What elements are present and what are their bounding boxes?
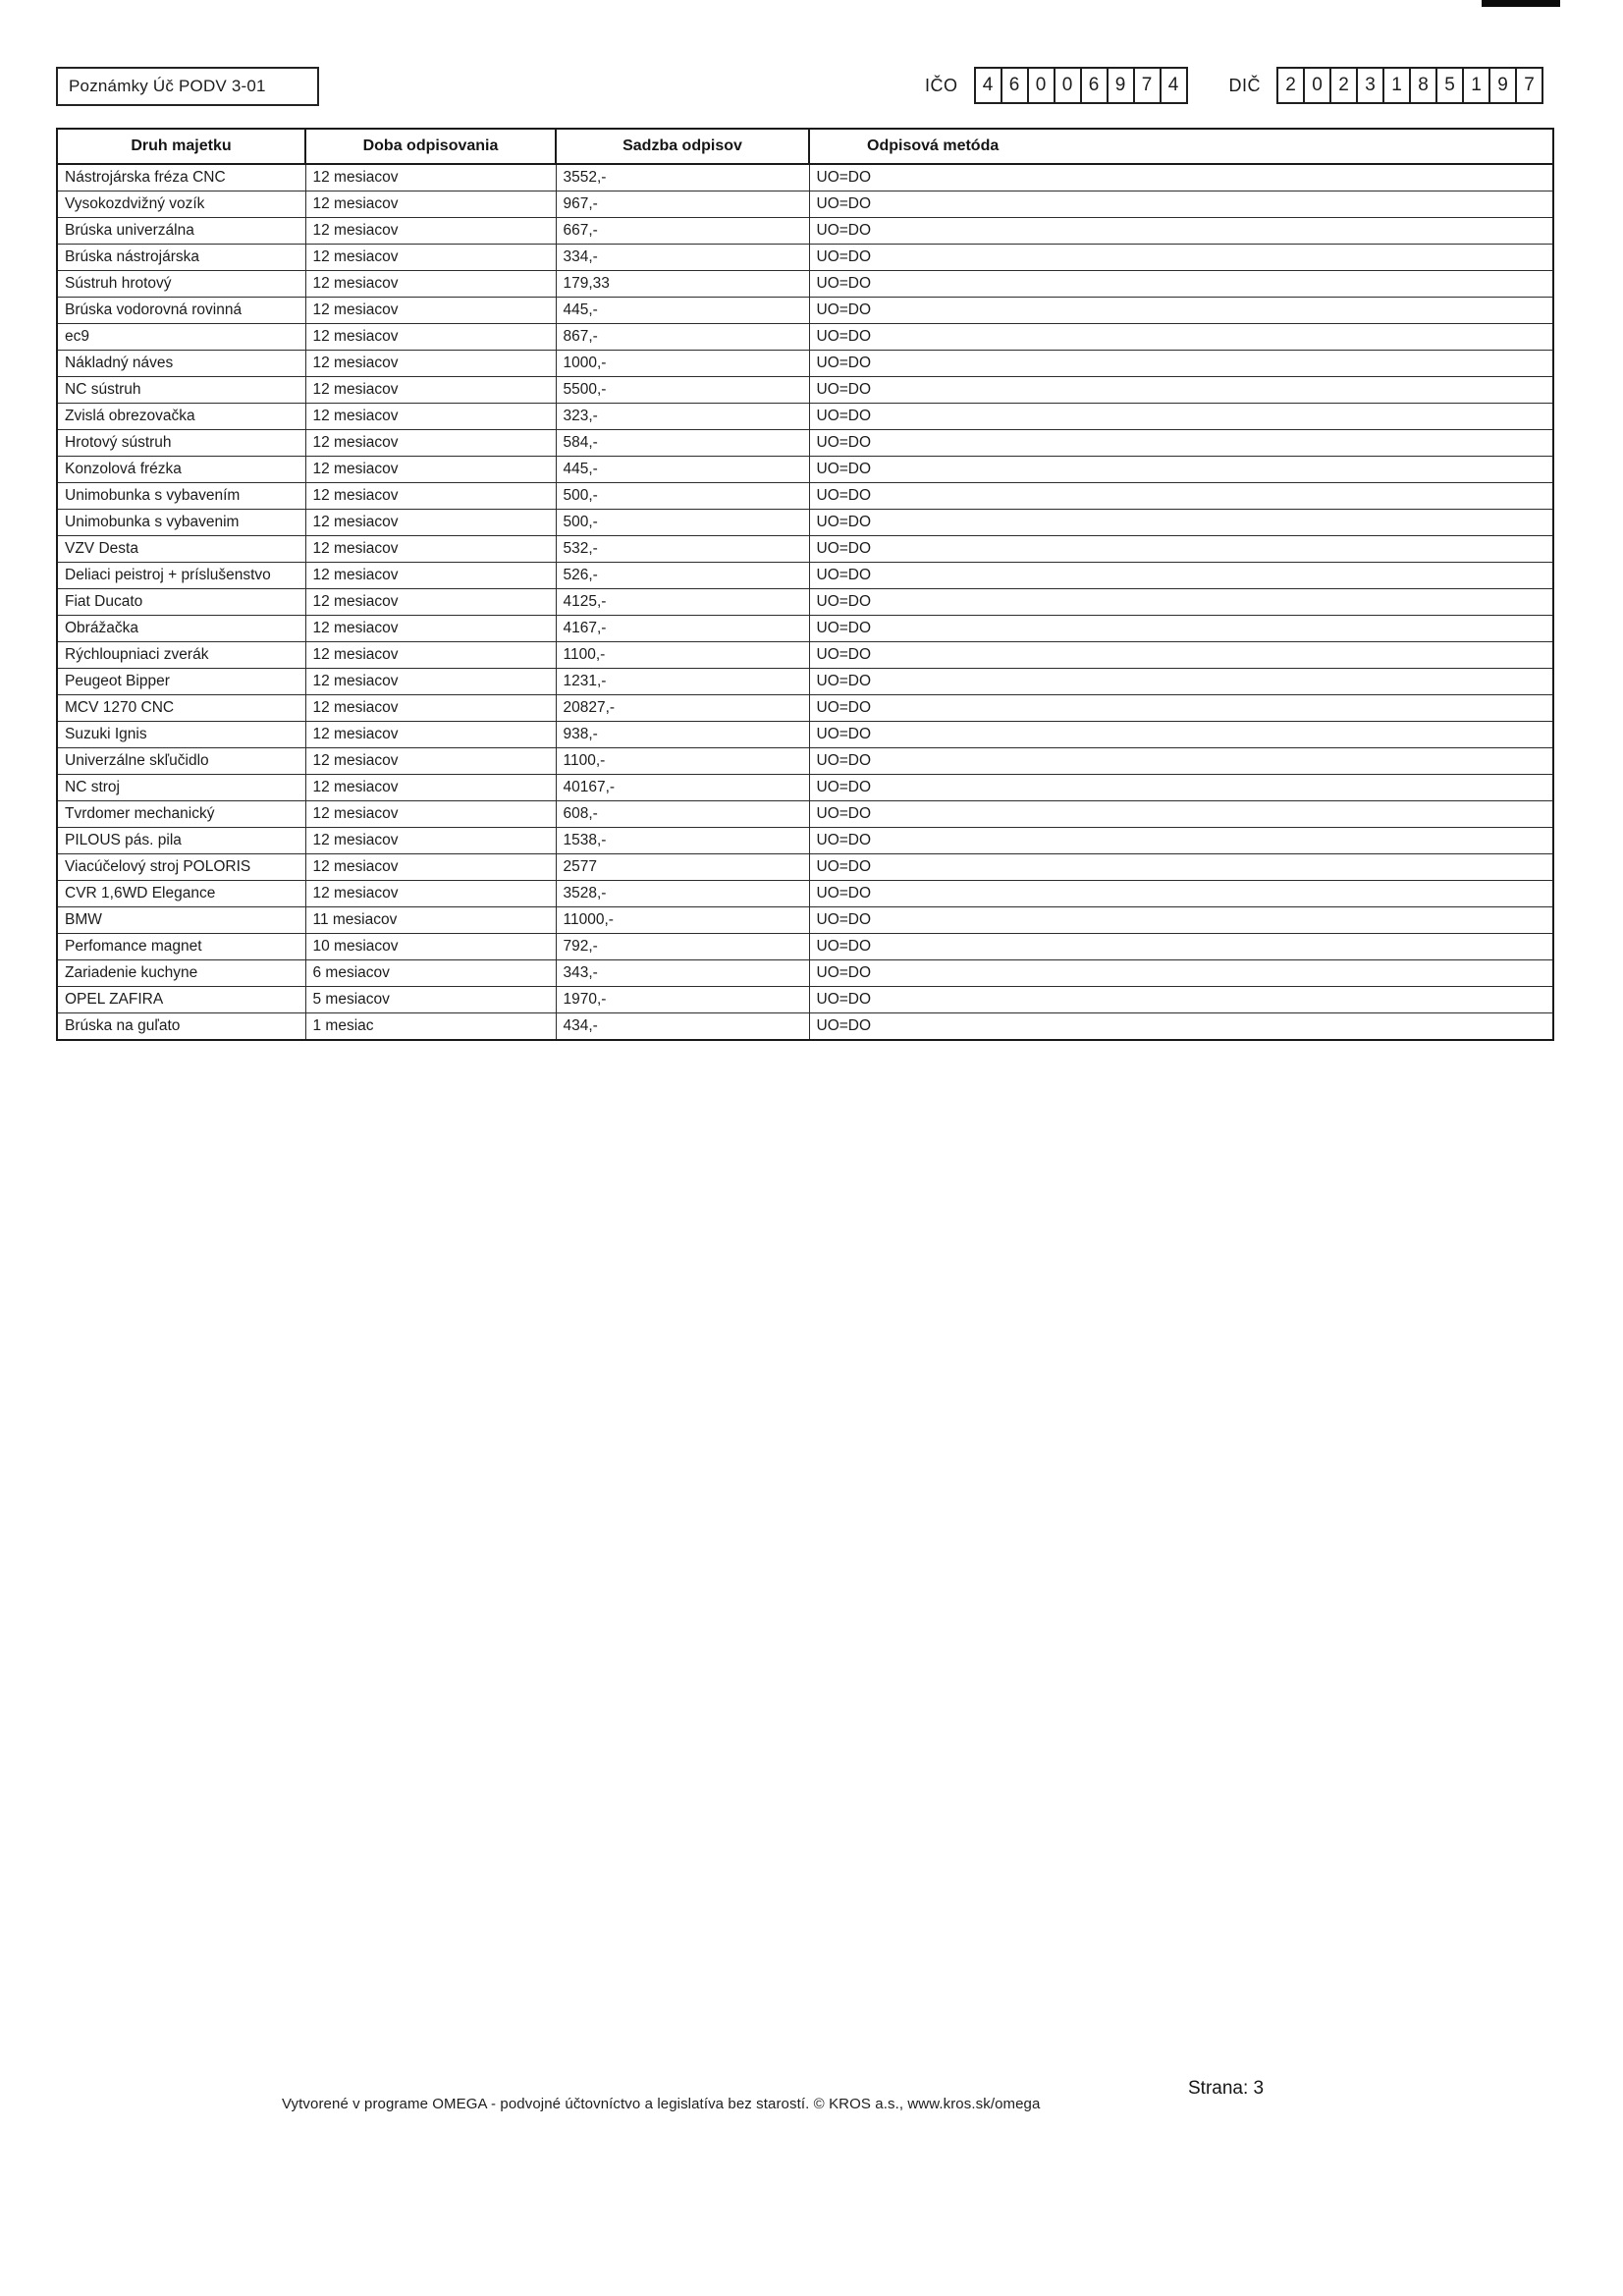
digit-box: 8 <box>1409 67 1437 104</box>
cell-doba-odpisovania: 10 mesiacov <box>305 934 556 960</box>
cell-odpisova-metoda: UO=DO <box>809 164 1553 191</box>
cell-doba-odpisovania: 12 mesiacov <box>305 589 556 616</box>
table-row <box>57 695 1553 722</box>
cell-sadzba-odpisov: 608,- <box>556 801 809 828</box>
cell-sadzba-odpisov: 938,- <box>556 722 809 748</box>
cell-odpisova-metoda: UO=DO <box>809 695 1553 722</box>
cell-odpisova-metoda: UO=DO <box>809 987 1553 1013</box>
cell-odpisova-metoda: UO=DO <box>809 536 1553 563</box>
cell-odpisova-metoda: UO=DO <box>809 483 1553 510</box>
digit-box: 2 <box>1276 67 1305 104</box>
digit-box: 9 <box>1107 67 1135 104</box>
cell-odpisova-metoda: UO=DO <box>809 616 1553 642</box>
cell-sadzba-odpisov: 445,- <box>556 298 809 324</box>
cell-doba-odpisovania: 12 mesiacov <box>305 377 556 404</box>
cell-doba-odpisovania: 12 mesiacov <box>305 164 556 191</box>
digit-box: 0 <box>1027 67 1055 104</box>
cell-sadzba-odpisov: 1000,- <box>556 351 809 377</box>
form-title-box <box>56 67 319 106</box>
digit-box: 2 <box>1329 67 1358 104</box>
table-row <box>57 351 1553 377</box>
cell-odpisova-metoda: UO=DO <box>809 430 1553 457</box>
form-title: Poznámky Úč PODV 3-01 <box>69 77 266 95</box>
cell-doba-odpisovania: 1 mesiac <box>305 1013 556 1041</box>
cell-druh-majetku: NC sústruh <box>57 377 305 404</box>
cell-odpisova-metoda: UO=DO <box>809 775 1553 801</box>
cell-sadzba-odpisov: 1970,- <box>556 987 809 1013</box>
asset-table-body <box>57 164 1553 1040</box>
cell-sadzba-odpisov: 20827,- <box>556 695 809 722</box>
cell-druh-majetku: BMW <box>57 907 305 934</box>
cell-sadzba-odpisov: 434,- <box>556 1013 809 1041</box>
cell-doba-odpisovania: 5 mesiacov <box>305 987 556 1013</box>
cell-sadzba-odpisov: 667,- <box>556 218 809 245</box>
cell-doba-odpisovania: 12 mesiacov <box>305 616 556 642</box>
col-header-druh-majetku: Druh majetku <box>57 129 305 164</box>
table-row <box>57 775 1553 801</box>
cell-odpisova-metoda: UO=DO <box>809 351 1553 377</box>
cell-odpisova-metoda: UO=DO <box>809 191 1553 218</box>
digit-box: 6 <box>1001 67 1029 104</box>
ico-label: IČO <box>925 75 958 95</box>
table-row <box>57 987 1553 1013</box>
header-row <box>57 129 1553 164</box>
footer-credit: Vytvorené v programe OMEGA - podvojné účtovníctvo a legislatíva bez starostí. © KROS a.s., www.kros.sk/omega <box>282 2096 1041 2112</box>
cell-doba-odpisovania: 12 mesiacov <box>305 722 556 748</box>
cell-odpisova-metoda: UO=DO <box>809 722 1553 748</box>
cell-sadzba-odpisov: 1231,- <box>556 669 809 695</box>
digit-box: 0 <box>1054 67 1082 104</box>
scan-artifact <box>1482 0 1560 7</box>
cell-doba-odpisovania: 12 mesiacov <box>305 457 556 483</box>
digit-box: 7 <box>1515 67 1543 104</box>
cell-druh-majetku: VZV Desta <box>57 536 305 563</box>
cell-sadzba-odpisov: 967,- <box>556 191 809 218</box>
table-row <box>57 907 1553 934</box>
table-row <box>57 669 1553 695</box>
cell-odpisova-metoda: UO=DO <box>809 218 1553 245</box>
cell-doba-odpisovania: 12 mesiacov <box>305 669 556 695</box>
digit-box: 4 <box>974 67 1002 104</box>
cell-doba-odpisovania: 12 mesiacov <box>305 510 556 536</box>
table-row <box>57 960 1553 987</box>
cell-doba-odpisovania: 12 mesiacov <box>305 271 556 298</box>
cell-odpisova-metoda: UO=DO <box>809 589 1553 616</box>
cell-druh-majetku: Nákladný náves <box>57 351 305 377</box>
cell-druh-majetku: Vysokozdvižný vozík <box>57 191 305 218</box>
cell-druh-majetku: Nástrojárska fréza CNC <box>57 164 305 191</box>
table-row <box>57 164 1553 191</box>
cell-sadzba-odpisov: 532,- <box>556 536 809 563</box>
cell-sadzba-odpisov: 1538,- <box>556 828 809 854</box>
cell-odpisova-metoda: UO=DO <box>809 404 1553 430</box>
cell-druh-majetku: Sústruh hrotový <box>57 271 305 298</box>
col-header-odpisova-metoda: Odpisová metóda <box>809 129 1553 164</box>
table-row <box>57 722 1553 748</box>
cell-sadzba-odpisov: 792,- <box>556 934 809 960</box>
cell-doba-odpisovania: 12 mesiacov <box>305 191 556 218</box>
cell-druh-majetku: Brúska vodorovná rovinná <box>57 298 305 324</box>
cell-doba-odpisovania: 12 mesiacov <box>305 642 556 669</box>
table-row <box>57 191 1553 218</box>
cell-druh-majetku: Perfomance magnet <box>57 934 305 960</box>
cell-odpisova-metoda: UO=DO <box>809 828 1553 854</box>
digit-box: 4 <box>1160 67 1188 104</box>
cell-doba-odpisovania: 12 mesiacov <box>305 881 556 907</box>
cell-druh-majetku: PILOUS pás. pila <box>57 828 305 854</box>
asset-table <box>56 128 1554 1041</box>
cell-doba-odpisovania: 12 mesiacov <box>305 483 556 510</box>
table-row <box>57 748 1553 775</box>
cell-sadzba-odpisov: 500,- <box>556 483 809 510</box>
cell-odpisova-metoda: UO=DO <box>809 1013 1553 1041</box>
cell-doba-odpisovania: 12 mesiacov <box>305 828 556 854</box>
ico-digit-boxes <box>974 67 1188 104</box>
cell-druh-majetku: CVR 1,6WD Elegance <box>57 881 305 907</box>
cell-doba-odpisovania: 12 mesiacov <box>305 245 556 271</box>
digit-box: 0 <box>1303 67 1331 104</box>
table-row <box>57 324 1553 351</box>
cell-sadzba-odpisov: 3552,- <box>556 164 809 191</box>
table-row <box>57 218 1553 245</box>
dic-digit-boxes <box>1276 67 1543 104</box>
cell-doba-odpisovania: 6 mesiacov <box>305 960 556 987</box>
table-row <box>57 271 1553 298</box>
cell-sadzba-odpisov: 526,- <box>556 563 809 589</box>
cell-druh-majetku: Univerzálne skľučidlo <box>57 748 305 775</box>
cell-doba-odpisovania: 12 mesiacov <box>305 563 556 589</box>
cell-odpisova-metoda: UO=DO <box>809 298 1553 324</box>
cell-druh-majetku: Viacúčelový stroj POLORIS <box>57 854 305 881</box>
cell-druh-majetku: Brúska nástrojárska <box>57 245 305 271</box>
table-row <box>57 298 1553 324</box>
cell-odpisova-metoda: UO=DO <box>809 669 1553 695</box>
cell-odpisova-metoda: UO=DO <box>809 271 1553 298</box>
cell-sadzba-odpisov: 179,33 <box>556 271 809 298</box>
table-row <box>57 801 1553 828</box>
cell-druh-majetku: Hrotový sústruh <box>57 430 305 457</box>
cell-druh-majetku: Deliaci peistroj + príslušenstvo <box>57 563 305 589</box>
table-row <box>57 377 1553 404</box>
cell-odpisova-metoda: UO=DO <box>809 748 1553 775</box>
cell-druh-majetku: Suzuki Ignis <box>57 722 305 748</box>
cell-sadzba-odpisov: 3528,- <box>556 881 809 907</box>
cell-odpisova-metoda: UO=DO <box>809 377 1553 404</box>
cell-sadzba-odpisov: 11000,- <box>556 907 809 934</box>
table-row <box>57 934 1553 960</box>
table-row <box>57 589 1553 616</box>
cell-sadzba-odpisov: 343,- <box>556 960 809 987</box>
cell-odpisova-metoda: UO=DO <box>809 907 1553 934</box>
table-row <box>57 642 1553 669</box>
digit-box: 1 <box>1382 67 1411 104</box>
cell-druh-majetku: Brúska univerzálna <box>57 218 305 245</box>
cell-sadzba-odpisov: 334,- <box>556 245 809 271</box>
cell-druh-majetku: ec9 <box>57 324 305 351</box>
cell-doba-odpisovania: 12 mesiacov <box>305 801 556 828</box>
cell-druh-majetku: Zariadenie kuchyne <box>57 960 305 987</box>
cell-doba-odpisovania: 12 mesiacov <box>305 775 556 801</box>
table-row <box>57 404 1553 430</box>
cell-doba-odpisovania: 12 mesiacov <box>305 324 556 351</box>
digit-box: 5 <box>1435 67 1464 104</box>
cell-odpisova-metoda: UO=DO <box>809 642 1553 669</box>
table-row <box>57 510 1553 536</box>
cell-odpisova-metoda: UO=DO <box>809 510 1553 536</box>
cell-druh-majetku: Tvrdomer mechanický <box>57 801 305 828</box>
id-row <box>925 66 1543 105</box>
cell-druh-majetku: MCV 1270 CNC <box>57 695 305 722</box>
cell-odpisova-metoda: UO=DO <box>809 245 1553 271</box>
cell-sadzba-odpisov: 584,- <box>556 430 809 457</box>
cell-odpisova-metoda: UO=DO <box>809 324 1553 351</box>
cell-doba-odpisovania: 12 mesiacov <box>305 748 556 775</box>
table-row <box>57 245 1553 271</box>
cell-druh-majetku: NC stroj <box>57 775 305 801</box>
digit-box: 9 <box>1488 67 1517 104</box>
table-row <box>57 536 1553 563</box>
cell-sadzba-odpisov: 4167,- <box>556 616 809 642</box>
cell-doba-odpisovania: 12 mesiacov <box>305 404 556 430</box>
cell-odpisova-metoda: UO=DO <box>809 854 1553 881</box>
table-row <box>57 563 1553 589</box>
cell-doba-odpisovania: 12 mesiacov <box>305 854 556 881</box>
digit-box: 3 <box>1356 67 1384 104</box>
cell-doba-odpisovania: 11 mesiacov <box>305 907 556 934</box>
cell-odpisova-metoda: UO=DO <box>809 934 1553 960</box>
cell-sadzba-odpisov: 1100,- <box>556 748 809 775</box>
cell-druh-majetku: Peugeot Bipper <box>57 669 305 695</box>
cell-sadzba-odpisov: 40167,- <box>556 775 809 801</box>
cell-doba-odpisovania: 12 mesiacov <box>305 536 556 563</box>
cell-odpisova-metoda: UO=DO <box>809 801 1553 828</box>
col-header-doba-odpisovania: Doba odpisovania <box>305 129 556 164</box>
dic-label: DIČ <box>1228 75 1262 95</box>
table-row <box>57 854 1553 881</box>
cell-sadzba-odpisov: 323,- <box>556 404 809 430</box>
cell-druh-majetku: Brúska na guľato <box>57 1013 305 1041</box>
cell-sadzba-odpisov: 2577 <box>556 854 809 881</box>
cell-doba-odpisovania: 12 mesiacov <box>305 298 556 324</box>
cell-druh-majetku: Rýchloupniaci zverák <box>57 642 305 669</box>
table-row <box>57 430 1553 457</box>
cell-sadzba-odpisov: 4125,- <box>556 589 809 616</box>
cell-druh-majetku: Obrážačka <box>57 616 305 642</box>
table-row <box>57 483 1553 510</box>
cell-druh-majetku: Unimobunka s vybavením <box>57 483 305 510</box>
cell-druh-majetku: Unimobunka s vybavenim <box>57 510 305 536</box>
table-row <box>57 616 1553 642</box>
digit-box: 6 <box>1080 67 1109 104</box>
table-row <box>57 828 1553 854</box>
cell-sadzba-odpisov: 500,- <box>556 510 809 536</box>
cell-sadzba-odpisov: 1100,- <box>556 642 809 669</box>
table-row <box>57 881 1553 907</box>
cell-druh-majetku: Fiat Ducato <box>57 589 305 616</box>
col-header-sadzba-odpisov: Sadzba odpisov <box>556 129 809 164</box>
cell-druh-majetku: Konzolová frézka <box>57 457 305 483</box>
cell-druh-majetku: Zvislá obrezovačka <box>57 404 305 430</box>
table-row <box>57 457 1553 483</box>
cell-doba-odpisovania: 12 mesiacov <box>305 695 556 722</box>
cell-odpisova-metoda: UO=DO <box>809 457 1553 483</box>
cell-odpisova-metoda: UO=DO <box>809 960 1553 987</box>
table-row <box>57 1013 1553 1041</box>
cell-odpisova-metoda: UO=DO <box>809 563 1553 589</box>
cell-sadzba-odpisov: 445,- <box>556 457 809 483</box>
cell-doba-odpisovania: 12 mesiacov <box>305 430 556 457</box>
cell-sadzba-odpisov: 5500,- <box>556 377 809 404</box>
asset-table-header <box>57 129 1553 164</box>
page-number: Strana: 3 <box>1188 2078 1265 2099</box>
cell-druh-majetku: OPEL ZAFIRA <box>57 987 305 1013</box>
cell-sadzba-odpisov: 867,- <box>556 324 809 351</box>
digit-box: 7 <box>1133 67 1162 104</box>
cell-doba-odpisovania: 12 mesiacov <box>305 218 556 245</box>
digit-box: 1 <box>1462 67 1490 104</box>
cell-doba-odpisovania: 12 mesiacov <box>305 351 556 377</box>
cell-odpisova-metoda: UO=DO <box>809 881 1553 907</box>
